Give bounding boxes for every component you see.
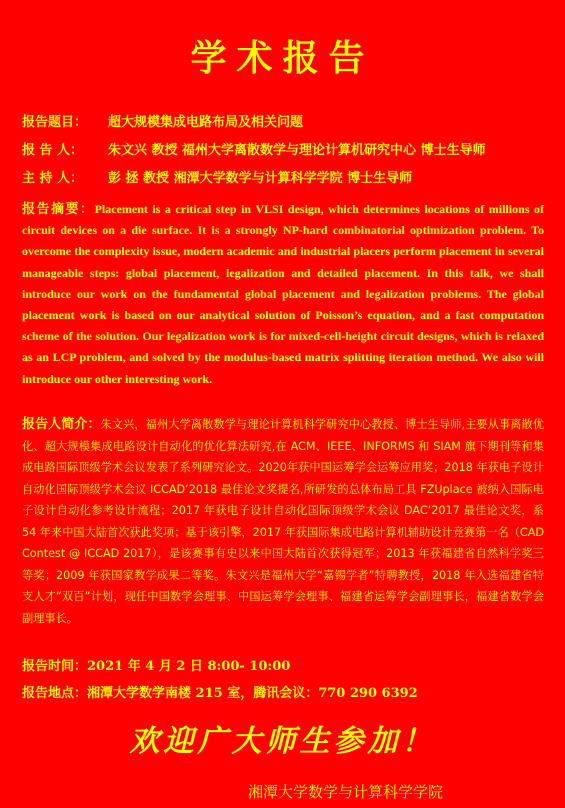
- speaker-value: 朱文兴 教授 福州大学离散数学与理论计算机研究中心 博士生导师: [108, 143, 486, 158]
- topic-label: 报告题目：: [22, 115, 88, 130]
- abstract-text: Placement is a critical step in VLSI design, which determines locations of millions of circuit devices on a die surface. It is a strongly NP-hard combinatorial optimization problem. To overcome the complexity issue, modern academic and industrial placers perform placement in several manageable steps: global placement, legalization and detailed placement. In this talk, we shall introduce our work on the fundamental global placement and legalization problems. The global placement work is based on our analytical solution of Poisson’s equation, and a fast computation scheme of the solution. Our legalization work is for mixed-cell-height circuit designs, which is relaxed as an LCP problem, and solved by the modulus-based matrix splitting iteration method. We also will introduce our other interesting work.: [22, 202, 544, 386]
- location-value: 湘潭大学数学南楼 215 室，腾讯会议：770 290 6392: [87, 686, 418, 701]
- bio-text: 朱文兴，福州大学离散数学与理论计算机科学研究中心教授、博士生导师,主要从事离散优化、超大规模集成电路设计自动化的优化算法研究,在 ACM、IEEE、INFORMS 和 SIAM 旗下期刊等和集成电路国际顶级学术会议发表了系列研究论文。2020年获中国运筹学会运筹应用奖；2018 年获电子设计自动化国际顶级学术会议 ICCAD’2018 最佳论文奖提名,所研发的总体布局工具 FZUplace 被纳入国际电子设计自动化参考设计流程；2017 年获电子设计自动化国际顶级学术会议 DAC’2017 最佳论文奖，系 54 年来中国大陆首次获此奖项；基于该引擎，2017 年获国际集成电路计算机辅助设计竞赛第一名（CAD Contest @ ICCAD 2017），是该赛事有史以来中国大陆首次获得冠军；2013 年获福建省自然科学奖三等奖；2009 年获国家教学成果二等奖。朱文兴是福州大学“嘉锡学者”特聘教授，2018 年入选福建省特支人才“双百”计划，现任中国数学会理事、中国运筹学会理事、福建省运筹学会副理事长，福建省数学会副理事长。: [22, 418, 544, 625]
- host-row: [22, 171, 547, 187]
- topic-row: [22, 115, 547, 131]
- topic-value: 超大规模集成电路布局及相关问题: [108, 115, 304, 130]
- welcome-banner: 欢迎广大师生参加！: [129, 724, 436, 759]
- bio-label: 报告人简介：: [22, 417, 101, 432]
- host-label: 主 持 人：: [22, 171, 84, 186]
- time-row: [22, 659, 547, 675]
- abstract-label: 报告摘要：: [22, 202, 95, 217]
- bio-block: [22, 414, 544, 629]
- location-label: 报告地点：: [22, 686, 88, 701]
- abstract-block: [22, 199, 544, 390]
- location-row: [22, 686, 547, 702]
- footer-organizer: 湘潭大学数学与计算科学学院: [248, 783, 444, 801]
- host-value: 彭 拯 教授 湘潭大学数学与计算科学学院 博士生导师: [108, 171, 413, 186]
- speaker-row: [22, 143, 547, 159]
- speaker-label: 报 告 人：: [22, 143, 84, 158]
- time-label: 报告时间：: [22, 659, 88, 674]
- poster-title: 学术报告: [190, 37, 375, 79]
- time-value: 2021 年 4 月 2 日 8:00- 10:00: [87, 659, 291, 674]
